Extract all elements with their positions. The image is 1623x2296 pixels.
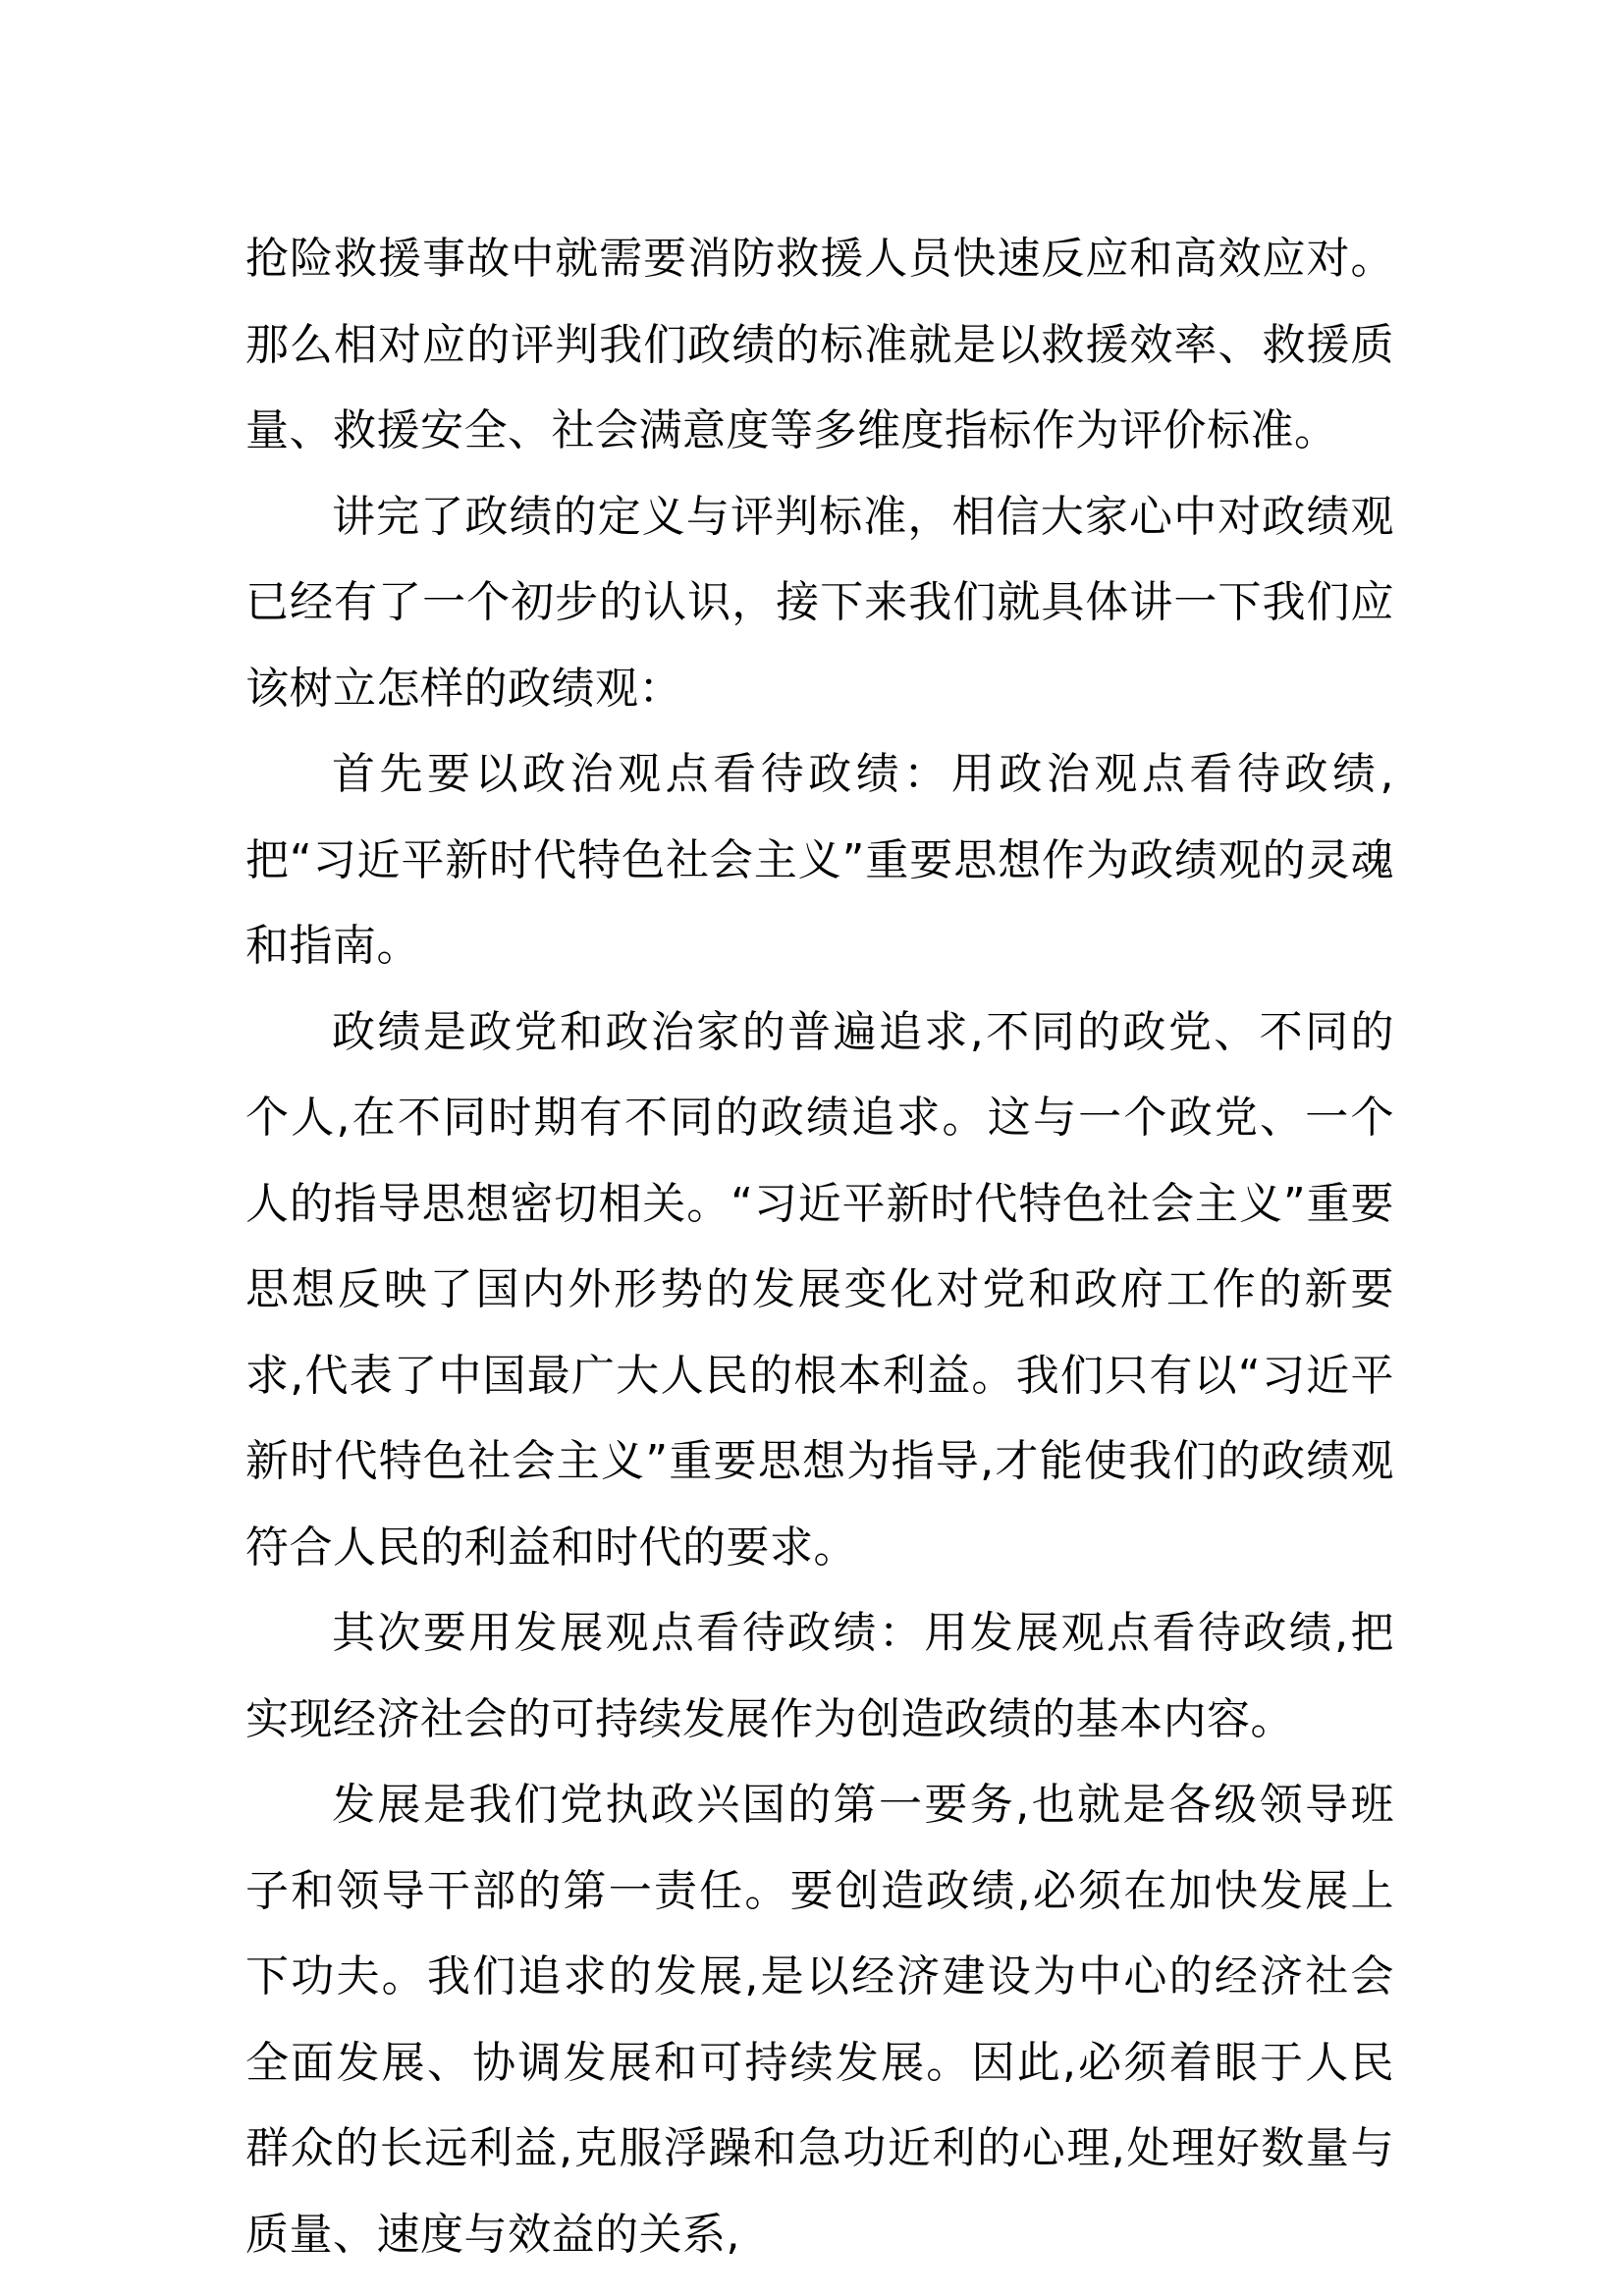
paragraph-5: 其次要用发展观点看待政绩：用发展观点看待政绩,把实现经济社会的可持续发展作为创造政绩的基本内容。 (245, 1608, 1394, 1744)
paragraph-4: 政绩是政党和政治家的普遍追求,不同的政党、不同的个人,在不同时期有不同的政绩追求。这与一个政党、一个人的指导思想密切相关。“习近平新时代特色社会主义”重要思想反映了国内外形势的发展变化对党和政府工作的新要求,代表了中国最广大人民的根本利益。我们只有以“习近平新时代特色社会主义”重要思想为指导,才能使我们的政绩观符合人民的利益和时代的要求。 (245, 1006, 1394, 1573)
paragraph-3: 首先要以政治观点看待政绩：用政治观点看待政绩,把“习近平新时代特色社会主义”重要思想作为政绩观的灵魂和指南。 (245, 749, 1394, 971)
paragraph-6: 发展是我们党执政兴国的第一要务,也就是各级领导班子和领导干部的第一责任。要创造政绩,必须在加快发展上下功夫。我们追求的发展,是以经济建设为中心的经济社会全面发展、协调发展和可持续发展。因此,必须着眼于人民群众的长远利益,克服浮躁和急功近利的心理,处理好数量与质量、速度与效益的关系, (245, 1780, 1394, 2260)
paragraph-2: 讲完了政绩的定义与评判标准，相信大家心中对政绩观已经有了一个初步的认识，接下来我们就具体讲一下我们应该树立怎样的政绩观： (245, 491, 1394, 714)
paragraph-1: 抢险救援事故中就需要消防救援人员快速反应和高效应对。那么相对应的评判我们政绩的标准就是以救援效率、救援质量、救援安全、社会满意度等多维度指标作为评价标准。 (245, 234, 1394, 455)
document-body (245, 216, 1394, 2277)
